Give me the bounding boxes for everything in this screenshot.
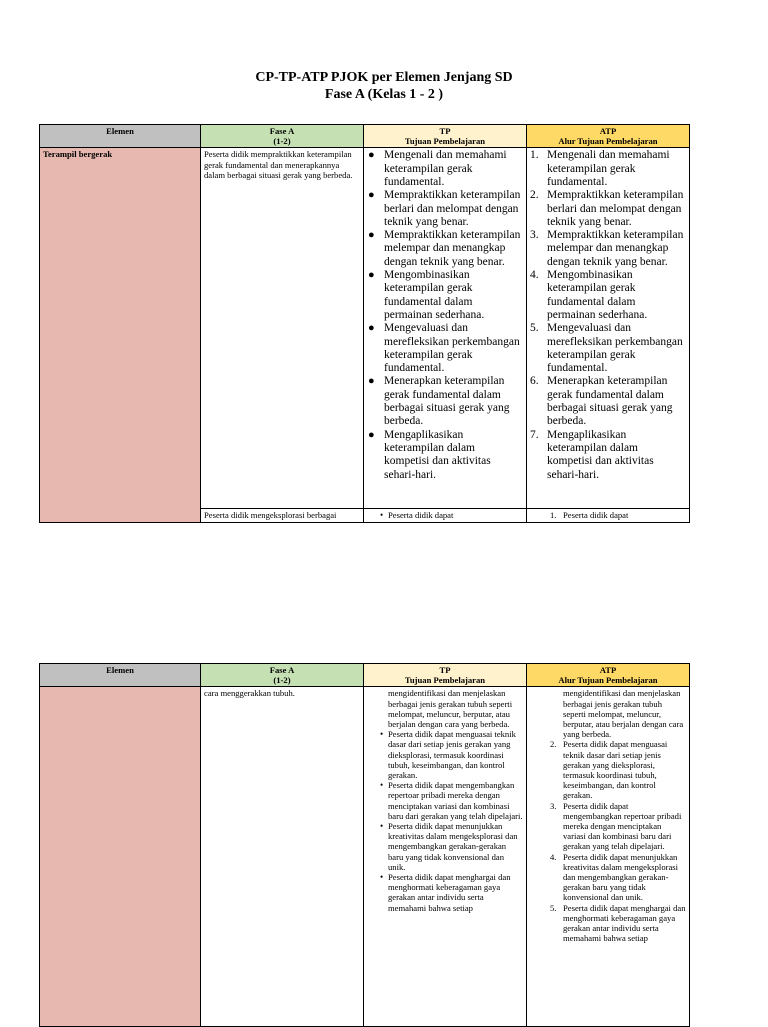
list-item: 5. Mengevaluasi dan merefleksikan perkembangan keterampilan gerak fundamental. [530,322,683,375]
elemen-cell [40,687,201,1027]
atp-cell [527,687,690,1027]
header-row [40,125,690,148]
cp-tp-atp-table-page-1 [39,124,690,523]
atp-cell [527,509,690,522]
atp-list [530,739,686,943]
list-item: • Peserta didik dapat menguasai teknik dasar dari setiap jenis gerakan yang dieksplorasi, termasuk koordinasi tubuh, keseimbangan, dan kontrol gerakan. [367,729,523,780]
header-atp: ATP Alur Tujuan Pembelajaran [527,125,690,148]
title-line-1: CP-TP-ATP PJOK per Elemen Jenjang SD [255,70,513,85]
list-item: • Peserta didik dapat mengembangkan repertoar pribadi mereka dengan menciptakan variasi dan kombinasi baru dari gerakan yang telah dipelajari. [367,780,523,821]
atp-continued-text: mengidentifikasi dan menjelaskan berbagai jenis gerakan tubuh seperti melompat, meluncur, berputar, atau berjalan dengan cara yang berbeda. [563,688,684,740]
table-row [40,687,690,1027]
atp-list [530,149,686,481]
list-item: 7. Mengaplikasikan keterampilan dalam kompetisi dan aktivitas sehari-hari. [530,428,654,481]
tp-list [367,729,523,913]
page-title [0,69,768,103]
fase-cell: Peserta didik mengeksplorasi berbagai [201,509,364,522]
list-item: ● Mengevaluasi dan merefleksikan perkembangan keterampilan gerak fundamental. [367,322,523,375]
tp-list [367,510,523,520]
header-elemen: Elemen [40,125,201,148]
list-item: ● Menerapkan keterampilan gerak fundamental dalam berbagai situasi gerak yang berbeda. [367,375,523,428]
tp-continued-text: mengidentifikasi dan menjelaskan berbagai jenis gerakan tubuh seperti melompat, meluncur, berputar, atau berjalan dengan cara yang berbeda. [388,688,513,730]
list-item: 1. Mengenali dan memahami keterampilan gerak fundamental. [530,149,670,188]
list-item: 4. Peserta didik dapat menunjukkan kreativitas dalam mengeksplorasi dan mengembangkan gerakan-gerakan baru yang tidak konvensional dan unik. [550,851,679,903]
list-item: 2. Mempraktikkan keterampilan berlari dan melompat dengan teknik yang benar. [530,189,684,228]
title-line-2: Fase A (Kelas 1 - 2 ) [324,87,444,102]
list-item: ● Mempraktikkan keterampilan melempar dan menangkap dengan teknik yang benar. [367,229,523,269]
tp-cell [364,687,527,1027]
fase-cell: cara menggerakkan tubuh. [201,687,364,1027]
list-item: 2. Peserta didik dapat menguasai teknik dasar dari setiap jenis gerakan yang dieksplorasi, termasuk koordinasi tubuh, keseimbangan, dan kontrol gerakan. [550,739,668,801]
list-item: 3. Peserta didik dapat mengembangkan repertoar pribadi mereka dengan menciptakan variasi dan kombinasi baru dari gerakan yang telah dipelajari. [550,800,682,852]
tp-cell [364,148,527,509]
header-atp: ATP Alur Tujuan Pembelajaran [527,664,690,687]
list-item: 4. Mengombinasikan keterampilan gerak fundamental dalam permainan sederhana. [530,269,648,321]
atp-cell [527,148,690,509]
header-elemen: Elemen [40,664,201,687]
list-item: • Peserta didik dapat menghargai dan menghormati keberagaman gaya gerakan antar individu serta memahami bahwa setiap [367,872,523,913]
table-row [40,148,690,509]
list-item: 3. Mempraktikkan keterampilan melempar dan menangkap dengan teknik yang benar. [530,229,684,268]
header-tp: TP Tujuan Pembelajaran [364,664,527,687]
tp-cell [364,509,527,522]
list-item: ● Mengaplikasikan keterampilan dalam kompetisi dan aktivitas sehari-hari. [367,429,523,482]
list-item: ● Mempraktikkan keterampilan berlari dan melompat dengan teknik yang benar. [367,189,523,229]
header-row [40,664,690,687]
list-item: 5. Peserta didik dapat menghargai dan menghormati keberagaman gaya gerakan antar individu serta memahami bahwa setiap [550,902,686,944]
header-fase: Fase A (1-2) [201,664,364,687]
atp-list [530,510,686,520]
list-item: 1. Peserta didik dapat [550,510,629,521]
list-item: ● Mengenali dan memahami keterampilan gerak fundamental. [367,149,523,189]
header-tp: TP Tujuan Pembelajaran [364,125,527,148]
list-item: • Peserta didik dapat [367,510,523,520]
list-item: • Peserta didik dapat menunjukkan kreativitas dalam mengeksplorasi dan mengembangkan gerakan-gerakan baru yang tidak konvensional dan unik. [367,821,523,872]
list-item: ● Mengombinasikan keterampilan gerak fundamental dalam permainan sederhana. [367,269,523,322]
list-item: 6. Menerapkan keterampilan gerak fundamental dalam berbagai situasi gerak yang berbeda. [530,375,673,428]
header-fase: Fase A (1-2) [201,125,364,148]
elemen-cell: Terampil bergerak [40,148,201,522]
tp-list [367,149,523,481]
cp-tp-atp-table-page-2 [39,663,690,1027]
fase-cell: Peserta didik mempraktikkan keterampilan gerak fundamental dan menerapkannya dalam berbagai situasi gerak yang berbeda. [201,148,364,509]
